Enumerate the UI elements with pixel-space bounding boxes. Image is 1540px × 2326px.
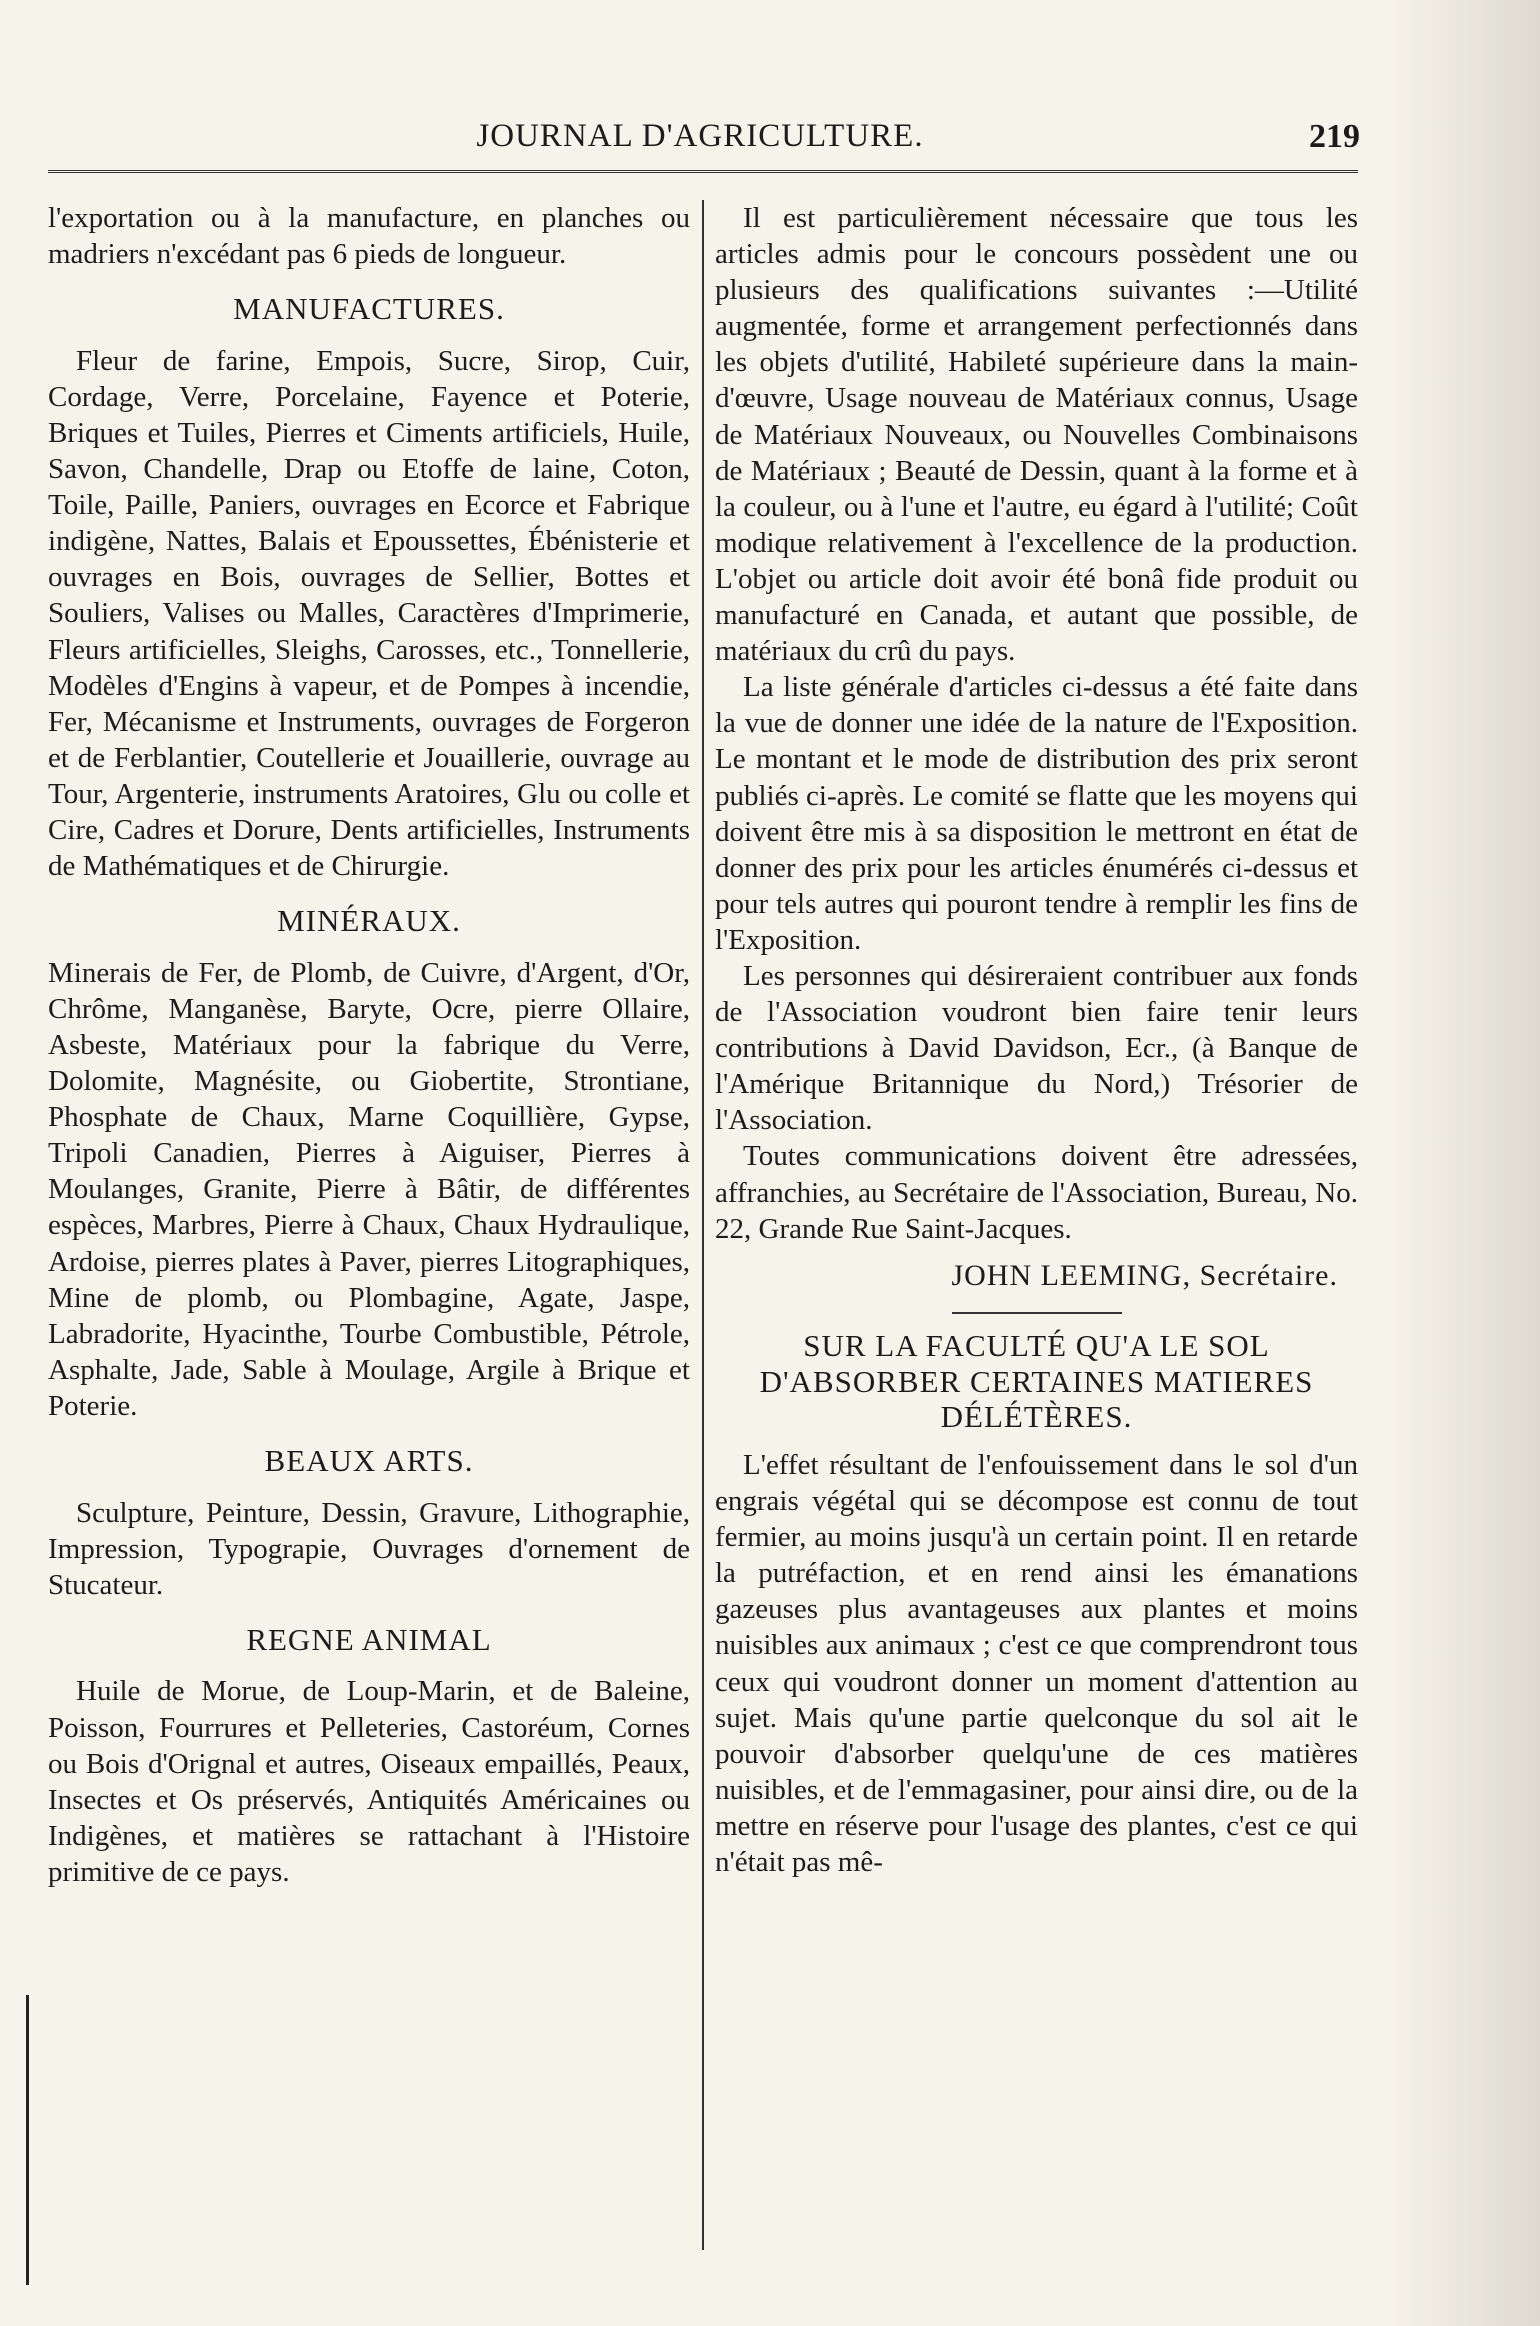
section-heading-beaux-arts: BEAUX ARTS. [264,1443,474,1478]
intro-paragraph: l'exportation ou à la manufacture, en planches ou madriers n'excédant pas 6 pieds de longueur. [48,202,690,271]
section-heading-regne-animal: REGNE ANIMAL [246,1621,492,1657]
header-rule [48,170,1358,173]
margin-rule [26,1995,29,2285]
section-heading-manufactures: MANUFACTURES. [233,291,505,327]
qualifications-paragraph: Il est particulièrement nécessaire que tous les articles admis pour le concours possèdent une ou plusieurs des qualifications suivantes :—Utilité augmentée, forme et arrangement perfectionnés dans les objets d'utilité, Habileté supérieure dans la main-d'œuvre, Usage nouveau de Matériaux connus, Usage de Matériaux Nouveaux, ou Nouvelles Combinaisons de Matériaux ; Beauté de Dessin, quant à la forme et à la couleur, ou à l'une et l'autre, eu égard à l'utilité; Coût modique relativement à l'excellence de la production. L'objet ou article doit avoir été bonâ fide produit ou manufacturé en Canada, et autant que possible, de matériaux du crû du pays. [715,202,1358,668]
communications-paragraph: Toutes communications doivent être adressées, affranchies, au Secrétaire de l'Association, Bureau, No. 22, Grande Rue Saint-Jacques. [715,1140,1358,1245]
signature: JOHN LEEMING, Secrétaire. [951,1258,1338,1292]
page-edge-shadow [1390,0,1540,2326]
manufactures-text: Fleur de farine, Empois, Sucre, Sirop, Cuir, Cordage, Verre, Porcelaine, Fayence et Poterie, Briques et Tuiles, Pierres et Ciments artificiels, Huile, Savon, Chandelle, Drap ou Etoffe de laine, Coton, Toile, Paille, Paniers, ouvrages en Ecorce et Fabrique indigène, Nattes, Balais et Epoussettes, Ébénisterie et ouvrages en Bois, ouvrages de Sellier, Bottes et Souliers, Valises ou Malles, Caractères d'Imprimerie, Fleurs artificielles, Sleighs, Carosses, etc., Tonnellerie, Modèles d'Engins à vapeur, et de Pompes à incendie, Fer, Mécanisme et Instruments, ouvrages de Forgeron et de Ferblantier, Coutellerie et Jouaillerie, ouvrage au Tour, Argenterie, instruments Aratoires, Glu ou colle et Cire, Cadres et Dorure, Dents artificielles, Instruments de Mathématiques et de Chirurgie. [48,344,690,883]
regne-animal-text: Huile de Morue, de Loup-Marin, et de Baleine, Poisson, Fourrures et Pelleteries, Castoréum, Cornes ou Bois d'Orignal et autres, Oiseaux empaillés, Peaux, Insectes et Os préservés, Antiquités Américaines ou Indigènes, et matières se rattachant à l'Histoire primitive de ce pays. [48,1675,690,1888]
section-heading-mineraux: MINÉRAUX. [277,903,461,939]
mineraux-text: Minerais de Fer, de Plomb, de Cuivre, d'Argent, d'Or, Chrôme, Manganèse, Baryte, Ocre, pierre Ollaire, Asbeste, Matériaux pour la fabrique du Verre, Dolomite, Magnésite, ou Giobertite, Strontiane, Phosphate de Chaux, Marne Coquillière, Gypse, Tripoli Canadien, Pierres à Aiguiser, Pierres à Moulanges, Granite, Pierre à Bâtir, de différentes espèces, Marbres, Pierre à Chaux, Chaux Hydraulique, Ardoise, pierres plates à Paver, pierres Litographiques, Mine de plomb, ou Plombagine, Agate, Jaspe, Labradorite, Hyacinthe, Tourbe Combustible, Pétrole, Asphalte, Jade, Sable à Moulage, Argile à Brique et Poterie. [48,956,690,1422]
article-text: L'effet résultant de l'enfouissement dans le sol d'un engrais végétal qui se décompose est connu de tout fermier, au moins jusqu'à un certain point. Il en retarde la putréfaction, et en rend ainsi les émanations gazeuses plus avantageuses aux plantes et moins nuisibles aux animaux ; c'est ce que comprendront tous ceux qui voudront donner un moment d'attention au sujet. Mais qu'une partie quelconque du sol ait le pouvoir d'absorber quelqu'une de ces matières nuisibles, et de l'emmagasiner, pour ainsi dire, ou de la mettre en réserve pour l'usage des plantes, c'est ce qui n'était pas mê- [715,1448,1358,1879]
liste-paragraph: La liste générale d'articles ci-dessus a été faite dans la vue de donner une idée de la nature de l'Exposition. Le montant et le mode de distribution des prix seront publiés ci-après. Le comité se flatte que les moyens qui doivent être mis à sa disposition le mettront en état de donner des prix pour les articles énumérés ci-dessus et pour tels autres qui pouront tendre à remplir les fins de l'Exposition. [715,671,1358,956]
page-number: 219 [1309,118,1360,155]
running-title: JOURNAL D'AGRICULTURE. [476,118,924,154]
right-column [715,200,1358,1880]
article-separator-rule [952,1312,1122,1314]
article-heading: SUR LA FACULTÉ QU'A LE SOL D'ABSORBER CERTAINES MATIERES DÉLÉTÈRES. [759,1328,1314,1435]
left-column [48,200,690,1890]
column-divider [702,200,704,2250]
page-header [40,118,1360,162]
beaux-arts-text: Sculpture, Peinture, Dessin, Gravure, Lithographie, Impression, Typograpie, Ouvrages d'ornement de Stucateur. [48,1496,690,1601]
contributions-paragraph: Les personnes qui désireraient contribuer aux fonds de l'Association voudront bien faire tenir leurs contributions à David Davidson, Ecr., (à Banque de l'Amérique Britannique du Nord,) Trésorier de l'Association. [715,959,1358,1137]
